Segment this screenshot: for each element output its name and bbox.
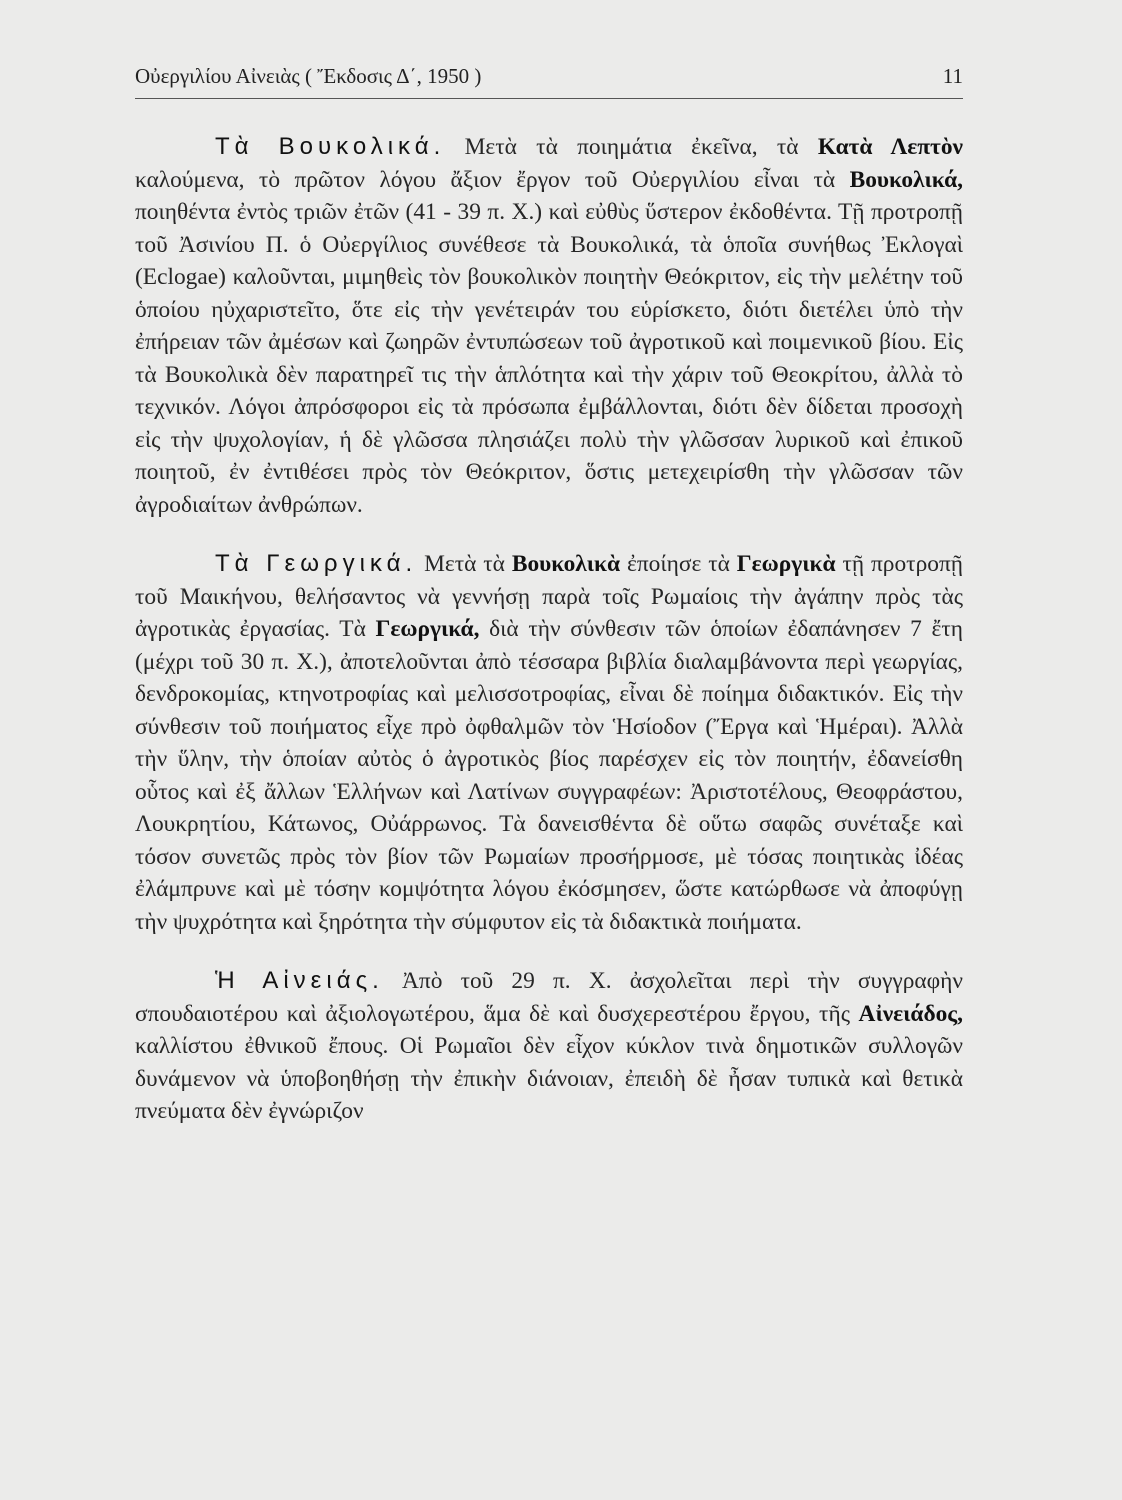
bold-term: Κατὰ Λεπτὸν (817, 134, 963, 160)
page-number: 11 (942, 64, 963, 88)
text-run: Ἀπὸ τοῦ 29 π. Χ. ἀσχολεῖται περὶ τὴν συγγραφὴν σπουδαιοτέρου καὶ ἀξιολογωτέρου, ἅμα δὲ καὶ δυσχερεστέρου ἔργου, τῆς (135, 968, 963, 1027)
section-georgics (135, 548, 963, 938)
text-run: τῇ προτροπῇ τοῦ Μαικήνου, θελήσαντος νὰ γεννήσῃ παρὰ τοῖς Ρωμαίοις τὴν ἀγάπην πρὸς τὰς ἀγροτικὰς ἐργασίας. Τὰ (135, 551, 963, 642)
bold-term: Γεωργικά, (375, 616, 480, 642)
section-bucolics (135, 131, 963, 521)
text-run: Μετὰ τὰ ποιημάτια ἐκεῖνα, τὰ (445, 134, 818, 160)
header-rule (135, 98, 963, 99)
running-title: Οὐεργιλίου Αἰνειὰς ( Ἔκδοσις Δ΄, 1950 ) (135, 64, 482, 88)
section-title: Ἡ Αἰνειάς. (215, 967, 384, 994)
section-title: Τὰ Βουκολικά. (215, 133, 446, 160)
running-head (135, 64, 963, 89)
text-run: Μετὰ τὰ (417, 551, 512, 577)
text-run: καλλίστου ἐθνικοῦ ἔπους. Οἱ Ρωμαῖοι δὲν εἶχον κύκλον τινὰ δημοτικῶν συλλογῶν δυνάμενον νὰ ὑποβοηθήσῃ τὴν ἐπικὴν διάνοιαν, ἐπειδὴ δὲ ἦσαν τυπικὰ καὶ θετικὰ πνεύματα δὲν ἐγνώριζον (135, 1033, 963, 1124)
section-body (135, 551, 963, 935)
section-aeneid (135, 965, 963, 1128)
body-text (135, 131, 963, 1128)
section-title: Τὰ Γεωργικά. (215, 550, 418, 577)
bold-term: Βουκολικὰ (511, 551, 621, 577)
bold-term: Αἰνειάδος, (858, 1000, 963, 1027)
text-run: καλούμενα, τὸ πρῶτον λόγου ἄξιον ἔργον τοῦ Οὐεργιλίου εἶναι τὰ (135, 166, 850, 193)
bold-term: Γεωργικὰ (736, 551, 836, 577)
text-run: ποιηθέντα ἐντὸς τριῶν ἐτῶν (41 - 39 π. Χ.) καὶ εὐθὺς ὕστερον ἐκδοθέντα. Τῇ προτροπῇ τοῦ Ἀσινίου Π. ὁ Οὐεργίλιος συνέθεσε τὰ Βουκολικά, τὰ ὁποῖα συνήθως Ἐκλογαὶ (Eclogae) καλοῦνται, μιμηθεὶς τὸν βουκολικὸν ποιητὴν Θεόκριτον, εἰς τὴν μελέτην τοῦ ὁποίου ηὐχαριστεῖτο, ὅτε εἰς τὴν γενέτειράν του εὑρίσκετο, διότι διετέλει ὑπὸ τὴν ἐπήρειαν τῶν ἀμέσων καὶ ζωηρῶν ἐντυπώσεων τοῦ ἀγροτικοῦ καὶ ποιμενικοῦ βίου. Εἰς τὰ Βουκολικὰ δὲν παρατηρεῖ τις τὴν ἁπλότητα καὶ τὴν χάριν τοῦ Θεοκρίτου, ἀλλὰ τὸ τεχνικόν. Λόγοι ἀπρόσφοροι εἰς τὰ πρόσωπα ἐμβάλλονται, διότι δὲν δίδεται προσοχὴ εἰς τὴν ψυχολογίαν, ἡ δὲ γλῶσσα πλησιάζει πολὺ τὴν γλῶσσαν λυρικοῦ καὶ ἐπικοῦ ποιητοῦ, ἐν ἐντιθέσει πρὸς τὸν Θεόκριτον, ὅστις μετεχειρίσθη τὴν γλῶσσαν τῶν ἀγροδιαίτων ἀνθρώπων. (135, 199, 963, 518)
bold-term: Βουκολικά, (849, 166, 963, 193)
text-run: ἐποίησε τὰ (620, 551, 737, 577)
section-body (135, 134, 963, 518)
text-run: διὰ τὴν σύνθεσιν τῶν ὁποίων ἐδαπάνησεν 7 ἔτη (μέχρι τοῦ 30 π. Χ.), ἀποτελοῦνται ἀπὸ τέσσαρα βιβλία διαλαμβάνοντα περὶ γεωργίας, δενδροκομίας, κτηνοτροφίας καὶ μελισσοτροφίας, εἶναι δὲ ποίημα διδακτικόν. Εἰς τὴν σύνθεσιν τοῦ ποιήματος εἶχε πρὸ ὀφθαλμῶν τὸν Ἡσίοδον (Ἔργα καὶ Ἡμέραι). Ἀλλὰ τὴν ὕλην, τὴν ὁποίαν αὐτὸς ὁ ἀγροτικὸς βίος παρέσχεν εἰς τὸν ποιητήν, ἐδανείσθη οὗτος καὶ ἐξ ἄλλων Ἑλλήνων καὶ Λατίνων συγγραφέων: Ἀριστοτέλους, Θεοφράστου, Λουκρητίου, Κάτωνος, Οὐάρρωνος. Τὰ δανεισθέντα δὲ οὕτω σαφῶς συνέταξε καὶ τόσον συνετῶς πρὸς τὸν βίον τῶν Ρωμαίων προσήρμοσε, μὲ τόσας ποιητικὰς ἰδέας ἐλάμπρυνε καὶ μὲ τόσην κομψότητα λόγου ἐκόσμησεν, ὥστε κατώρθωσε νὰ ἀποφύγῃ τὴν ψυχρότητα καὶ ξηρότητα τὴν σύμφυτον εἰς τὰ διδακτικὰ ποιήματα. (135, 616, 963, 935)
